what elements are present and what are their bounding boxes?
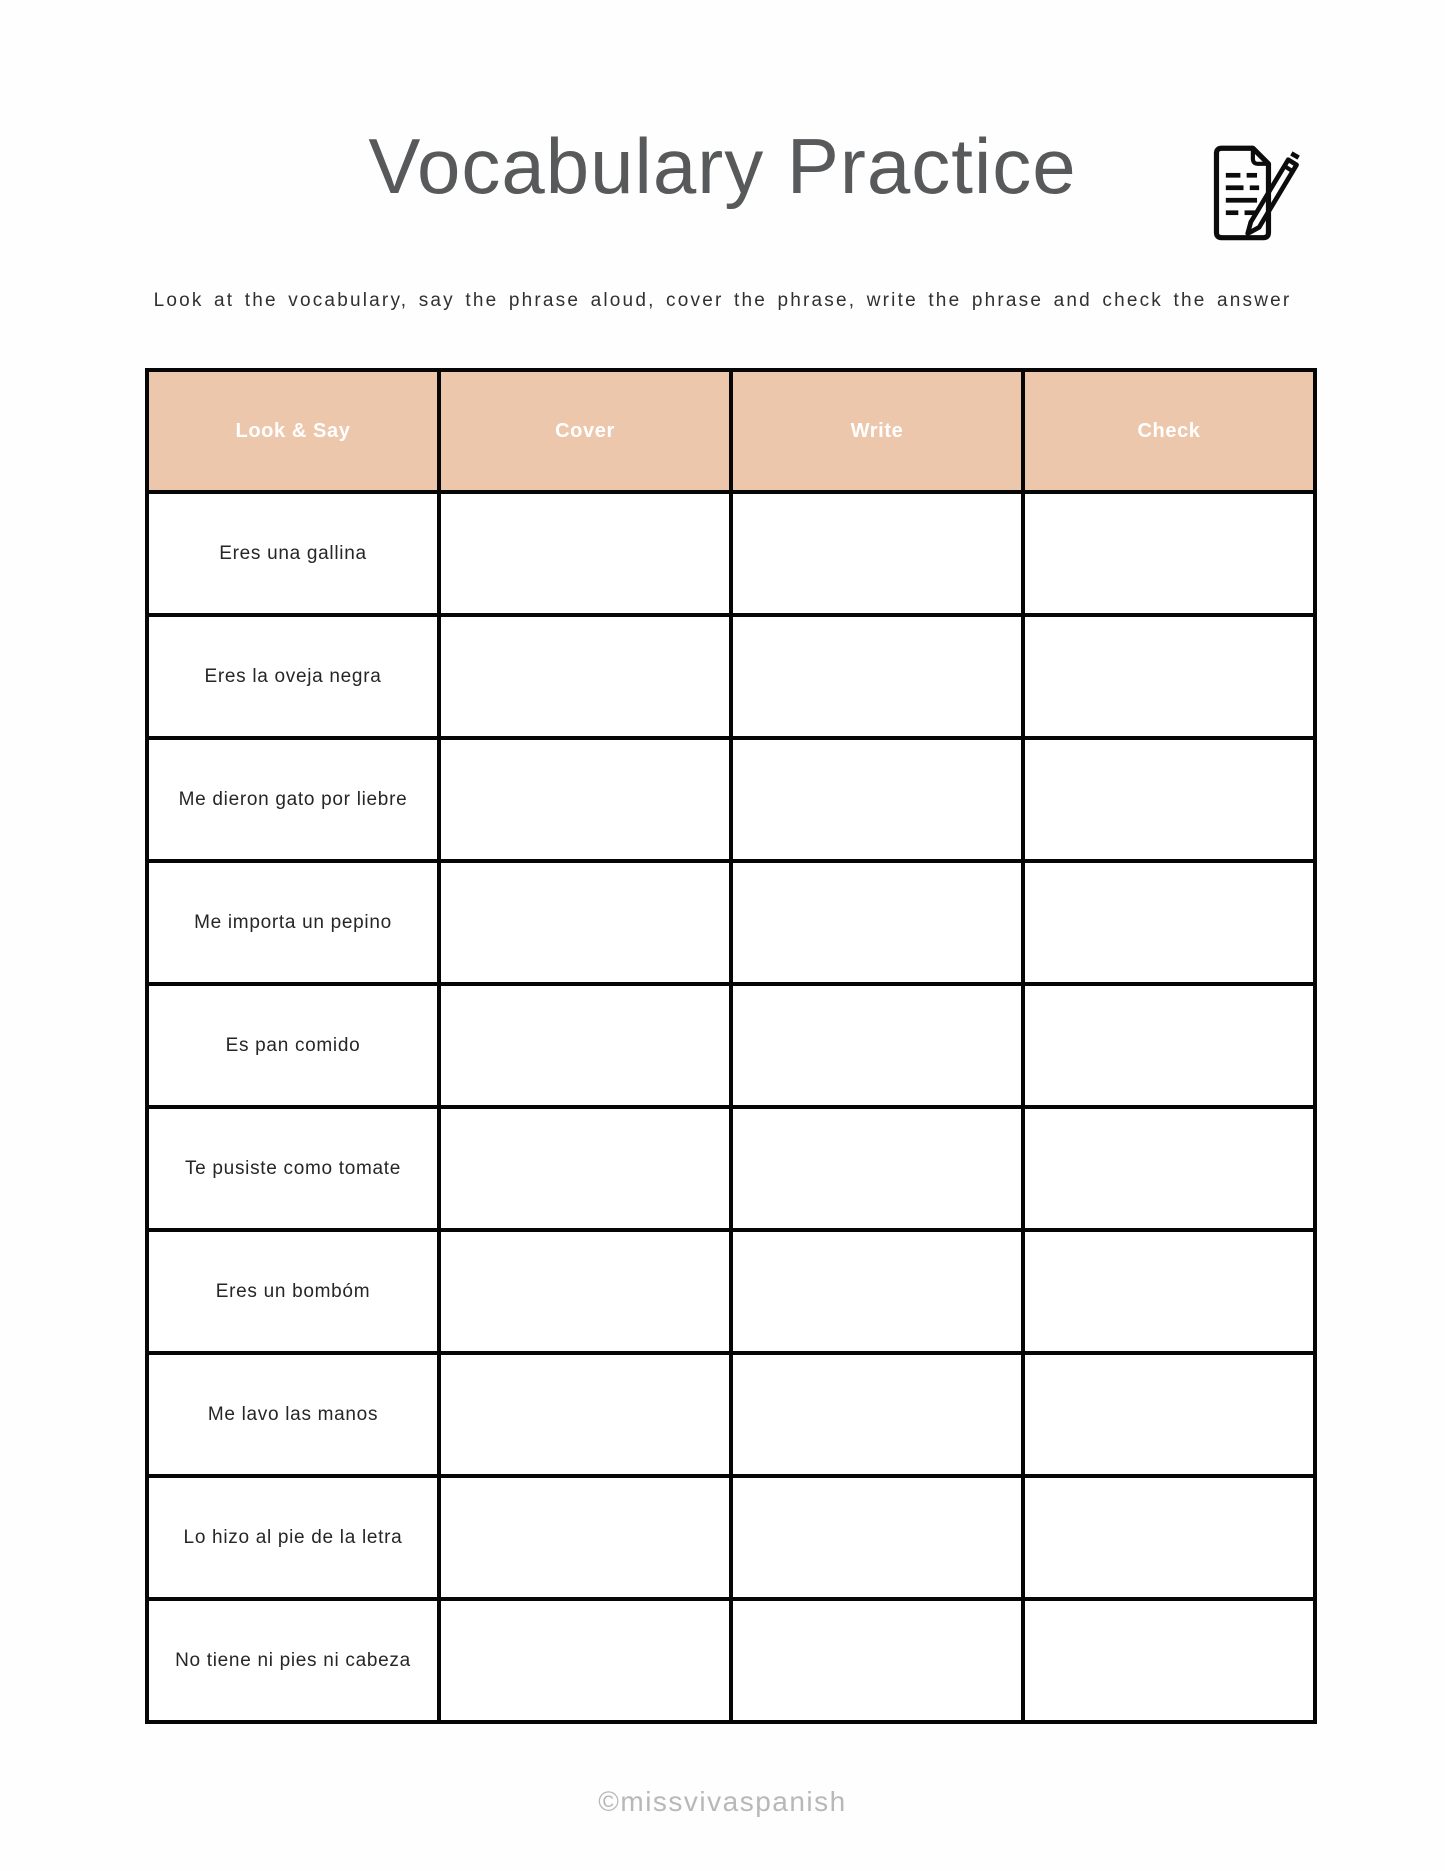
cover-cell xyxy=(439,861,731,984)
table-row xyxy=(147,1599,1315,1722)
instruction-text: Look at the vocabulary, say the phrase aloud, cover the phrase, write the phrase and check the answer xyxy=(153,290,1292,311)
table-row xyxy=(147,615,1315,738)
table-row xyxy=(147,738,1315,861)
table-body xyxy=(147,492,1315,1722)
write-cell xyxy=(731,984,1023,1107)
write-cell xyxy=(731,492,1023,615)
table-row xyxy=(147,1107,1315,1230)
cover-cell xyxy=(439,1353,731,1476)
look-say-cell: Es pan comido xyxy=(147,984,439,1107)
table-row xyxy=(147,1230,1315,1353)
look-say-cell: Eres la oveja negra xyxy=(147,615,439,738)
cover-cell xyxy=(439,1476,731,1599)
write-cell xyxy=(731,1230,1023,1353)
look-say-cell: Eres una gallina xyxy=(147,492,439,615)
vocab-practice-table xyxy=(145,368,1317,1724)
table-row xyxy=(147,1476,1315,1599)
check-cell xyxy=(1023,861,1315,984)
cover-cell xyxy=(439,984,731,1107)
write-cell xyxy=(731,1353,1023,1476)
look-say-cell: Me dieron gato por liebre xyxy=(147,738,439,861)
footer-credit: ©missvivaspanish xyxy=(598,1786,847,1817)
look-say-cell: Me importa un pepino xyxy=(147,861,439,984)
column-header-look-say: Look & Say xyxy=(147,370,439,492)
table-header xyxy=(147,370,1315,492)
table-row xyxy=(147,984,1315,1107)
check-cell xyxy=(1023,1230,1315,1353)
look-say-cell: Te pusiste como tomate xyxy=(147,1107,439,1230)
cover-cell xyxy=(439,1599,731,1722)
cover-cell xyxy=(439,1230,731,1353)
check-cell xyxy=(1023,1353,1315,1476)
cover-cell xyxy=(439,1107,731,1230)
look-say-cell: Me lavo las manos xyxy=(147,1353,439,1476)
table-row xyxy=(147,1353,1315,1476)
look-say-cell: Eres un bombóm xyxy=(147,1230,439,1353)
header-row xyxy=(147,370,1315,492)
cover-cell xyxy=(439,615,731,738)
check-cell xyxy=(1023,738,1315,861)
look-say-cell: Lo hizo al pie de la letra xyxy=(147,1476,439,1599)
table-row xyxy=(147,492,1315,615)
look-say-cell: No tiene ni pies ni cabeza xyxy=(147,1599,439,1722)
check-cell xyxy=(1023,492,1315,615)
column-header-cover: Cover xyxy=(439,370,731,492)
table-row xyxy=(147,861,1315,984)
check-cell xyxy=(1023,1107,1315,1230)
page-title: Vocabulary Practice xyxy=(368,122,1077,210)
write-cell xyxy=(731,1599,1023,1722)
write-cell xyxy=(731,738,1023,861)
check-cell xyxy=(1023,1476,1315,1599)
check-cell xyxy=(1023,984,1315,1107)
column-header-write: Write xyxy=(731,370,1023,492)
column-header-check: Check xyxy=(1023,370,1315,492)
check-cell xyxy=(1023,1599,1315,1722)
cover-cell xyxy=(439,492,731,615)
check-cell xyxy=(1023,615,1315,738)
document-pencil-icon xyxy=(1204,142,1308,246)
write-cell xyxy=(731,615,1023,738)
write-cell xyxy=(731,1107,1023,1230)
cover-cell xyxy=(439,738,731,861)
write-cell xyxy=(731,1476,1023,1599)
write-cell xyxy=(731,861,1023,984)
